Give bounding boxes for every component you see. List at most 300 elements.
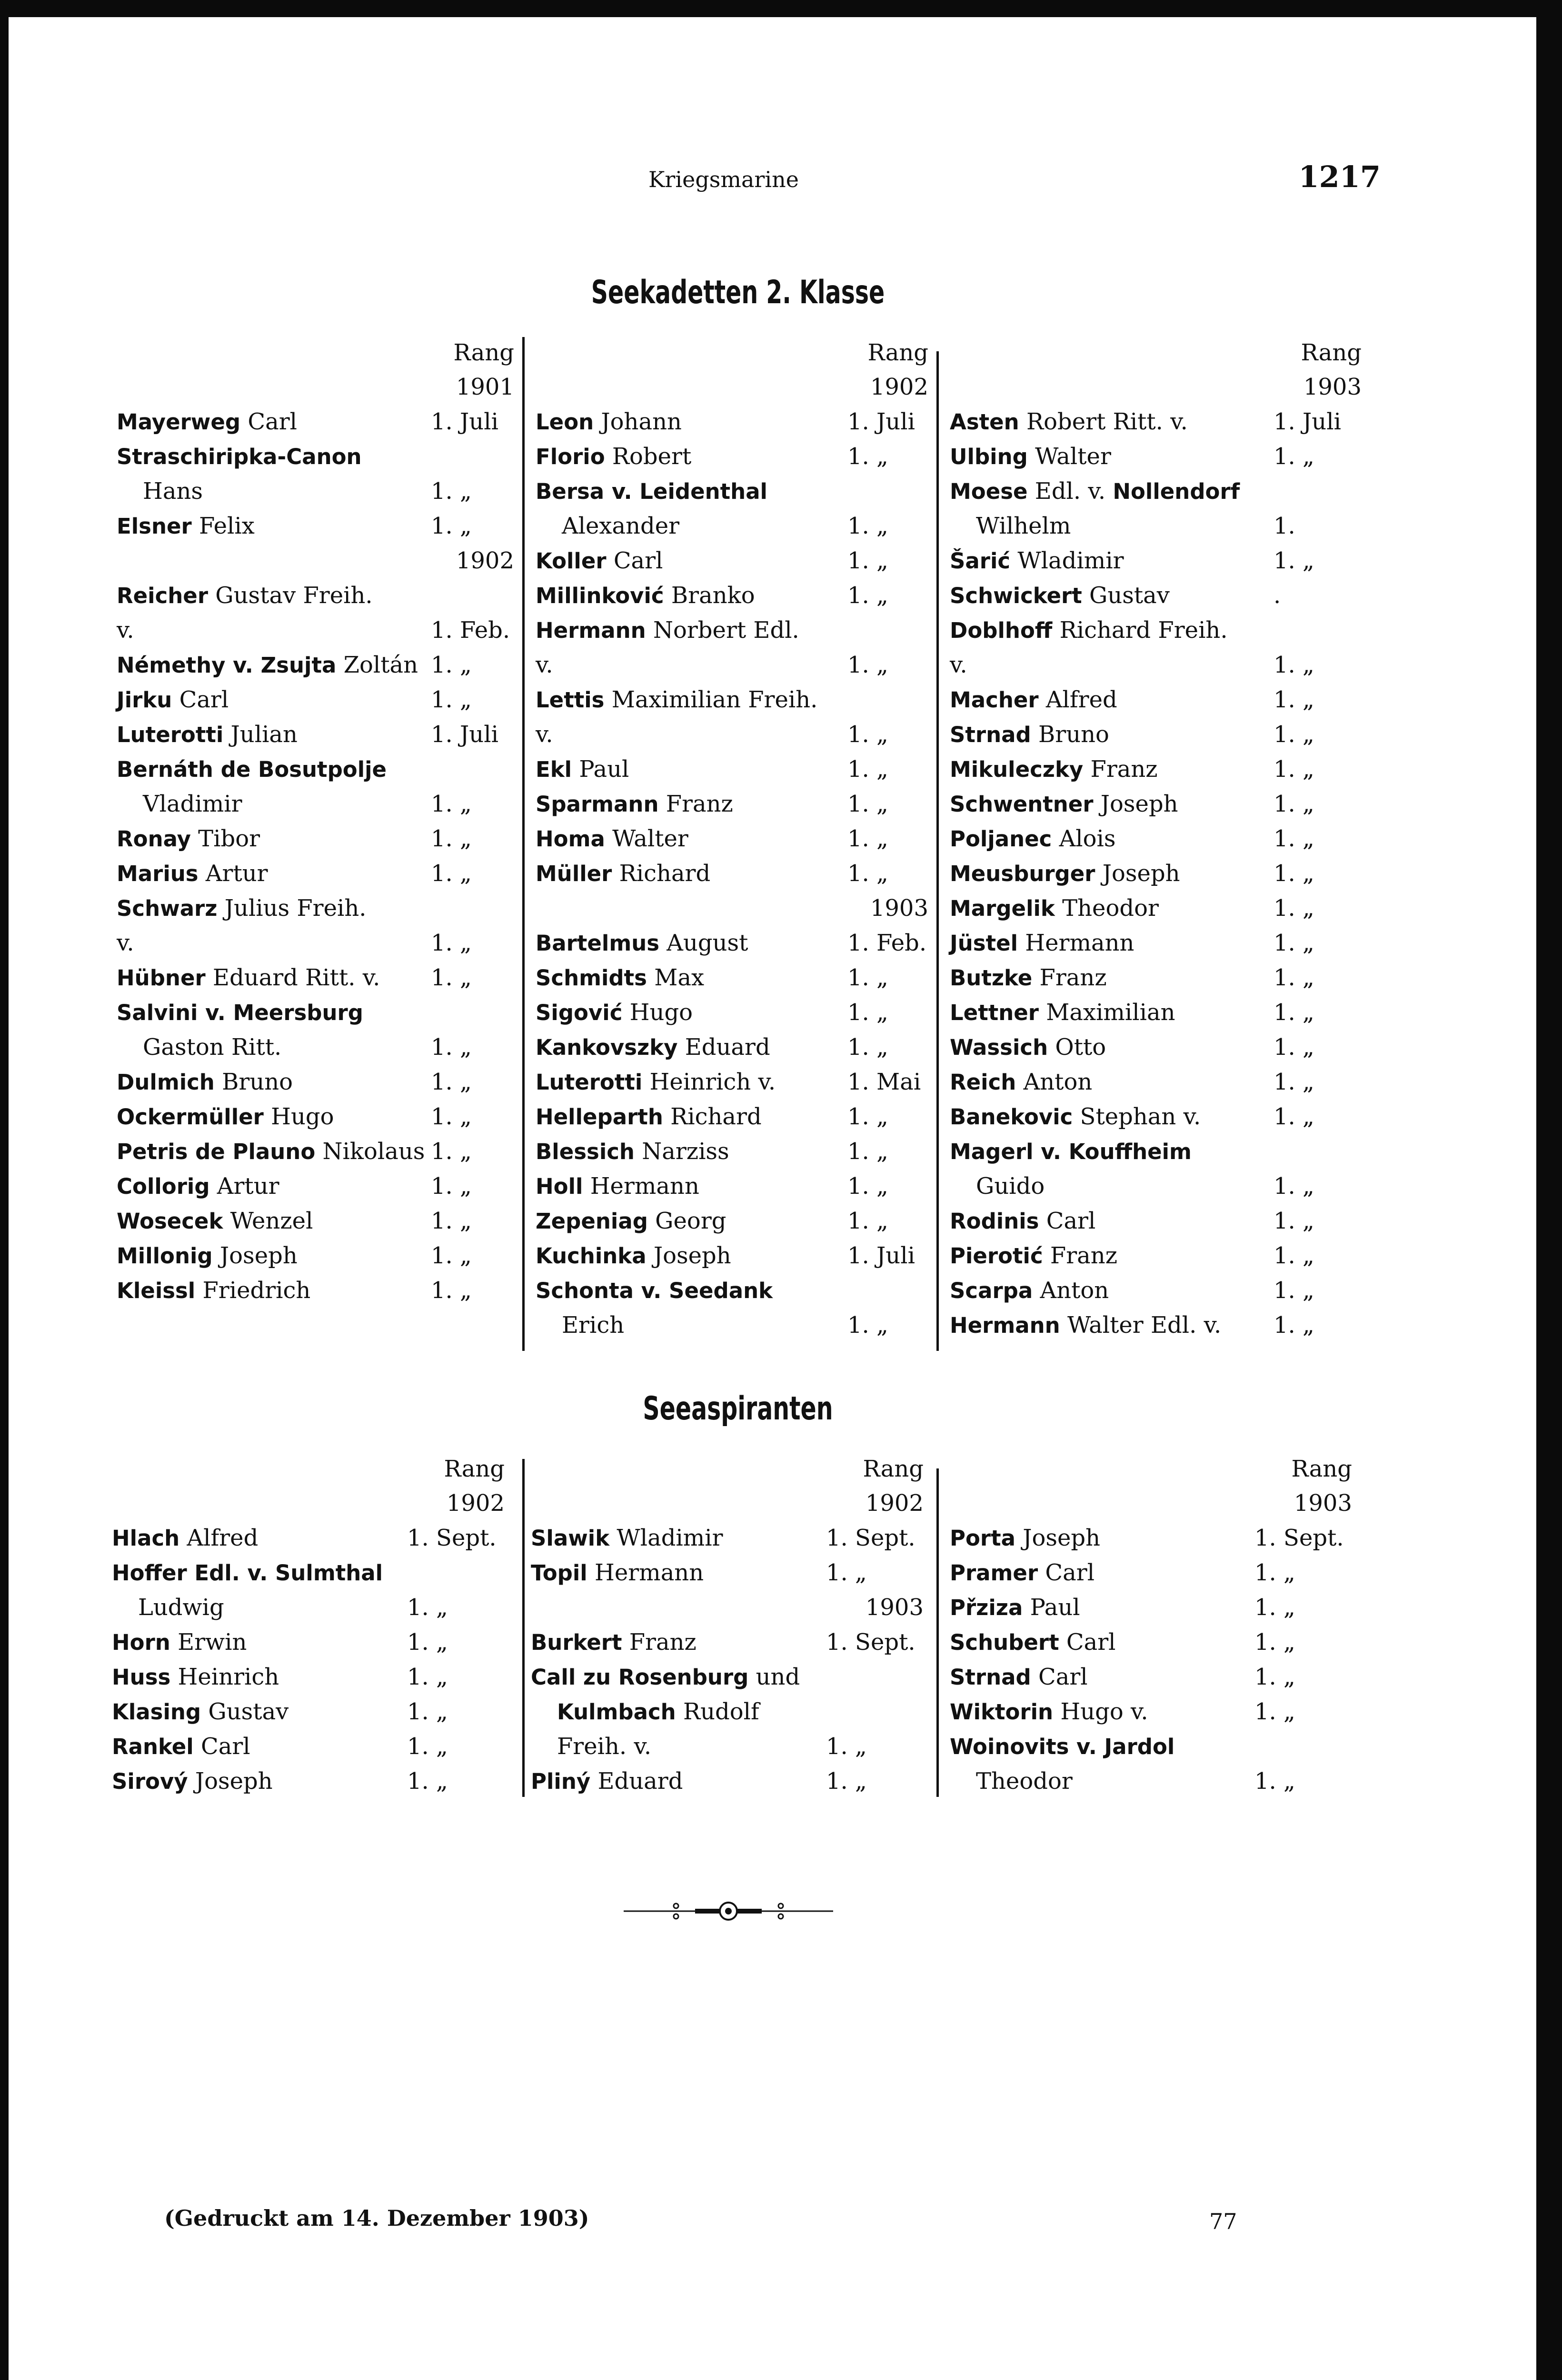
given-name: Theodor [976, 1768, 1073, 1795]
scan-border-right [1536, 0, 1562, 2380]
officer-entry [950, 1273, 1364, 1308]
rank-date: 1. „ [1254, 1664, 1295, 1690]
officer-entry [950, 613, 1364, 648]
given-name: Ludwig [138, 1594, 224, 1621]
officer-name [531, 1625, 696, 1660]
ornament-divider [624, 1899, 833, 1923]
rank-date: 1. Sept. [1254, 1525, 1344, 1551]
officer-entry [536, 1065, 931, 1100]
surname: Margelik [950, 896, 1055, 921]
rank-date: 1. „ [847, 756, 888, 783]
officer-name [536, 1273, 773, 1308]
given-name: Artur [198, 860, 268, 887]
officer-entry [950, 1030, 1364, 1065]
officer-entry [117, 822, 517, 856]
given-name: Carl [606, 547, 663, 574]
rank-date: . [1273, 582, 1281, 609]
given-name: Alois [1052, 825, 1116, 852]
officer-entry [117, 856, 517, 891]
officer-entry [950, 787, 1364, 822]
officer-entry [112, 1556, 514, 1590]
officer-name [536, 1134, 729, 1169]
officer-name [536, 752, 629, 787]
officer-entry [950, 578, 1364, 613]
officer-entry [950, 509, 1364, 544]
officer-name [536, 613, 799, 648]
officer-entry [950, 717, 1364, 752]
officer-name [950, 1134, 1192, 1169]
rank-date: 1. „ [847, 860, 888, 887]
surname: Horn [112, 1630, 170, 1655]
rank-date: 1. „ [847, 791, 888, 817]
officer-entry [950, 648, 1364, 683]
given-name: Freih. v. [557, 1733, 652, 1760]
surname: Doblhoff [950, 618, 1053, 643]
rank-date: 1. „ [407, 1768, 448, 1795]
rank-date: 1. „ [1254, 1768, 1295, 1795]
rang-year-header: 1902 [870, 374, 928, 400]
officer-entry [950, 1729, 1364, 1764]
rank-date: 1. „ [847, 1034, 888, 1061]
officer-entry [536, 578, 931, 613]
given-name: Robert Ritt. v. [1019, 408, 1188, 435]
given-name: Erich [562, 1312, 625, 1339]
officer-name [112, 1695, 289, 1729]
rank-date: 1. „ [431, 791, 472, 817]
officer-entry [531, 1764, 931, 1799]
given-name: Franz [1032, 964, 1107, 991]
given-name: Richard Freih. [1052, 617, 1228, 644]
surname: Hermann [950, 1313, 1060, 1338]
surname: Zepeniag [536, 1209, 648, 1234]
rank-date: 1. „ [1254, 1629, 1295, 1656]
officer-name [950, 1030, 1106, 1065]
officer-name [536, 578, 755, 613]
given-name: Carl [1059, 1629, 1116, 1656]
given-name: v. [536, 652, 553, 678]
given-name: v. [950, 652, 967, 678]
officer-name [950, 544, 1124, 578]
officer-name [950, 995, 1175, 1030]
officer-entry [536, 1100, 931, 1134]
surname: Hoffer Edl. v. Sulmthal [112, 1560, 383, 1586]
rang-header: Rang [863, 1456, 924, 1482]
given-name: Franz [658, 791, 733, 817]
officer-name [950, 648, 967, 683]
officer-entry [536, 1204, 931, 1239]
given-name: Anton [1033, 1277, 1109, 1304]
given-name: Carl [1038, 1559, 1095, 1586]
officer-name [536, 439, 691, 474]
given-name: Hans [143, 478, 203, 505]
officer-name [117, 1065, 293, 1100]
surname: Lettis [536, 687, 605, 713]
officer-entry [117, 1239, 517, 1273]
officer-entry [117, 1204, 517, 1239]
officer-name [950, 1204, 1095, 1239]
surname: Scarpa [950, 1278, 1033, 1303]
officer-name [117, 822, 260, 856]
given-name: Edl. v. [1027, 478, 1113, 505]
given-name: Tibor [190, 825, 260, 852]
seekadetten-column-2 [536, 336, 931, 1349]
officer-entry [117, 961, 517, 995]
given-name: Gustav [1082, 582, 1170, 609]
section-title-seekadetten: Seekadetten 2. Klasse [591, 274, 885, 311]
officer-name [143, 474, 203, 509]
rang-header: Rang [453, 339, 514, 366]
given-name: Eduard Ritt. v. [205, 964, 380, 991]
officer-entry [117, 1169, 517, 1204]
surname: Millonig [117, 1243, 213, 1269]
surname: Ulbing [950, 444, 1028, 469]
officer-entry [536, 648, 931, 683]
officer-entry [117, 578, 517, 613]
surname: Sparmann [536, 792, 659, 817]
officer-name [950, 1729, 1174, 1764]
column-divider [936, 1468, 939, 1797]
officer-name [117, 752, 387, 787]
officer-entry [950, 822, 1364, 856]
rank-date: 1. „ [847, 1312, 888, 1339]
rank-date: 1. „ [847, 547, 888, 574]
rank-date: 1. Feb. [847, 930, 927, 956]
officer-name [950, 439, 1111, 474]
surname: Hlach [112, 1526, 180, 1551]
surname: Porta [950, 1526, 1015, 1551]
surname: Kleissl [117, 1278, 196, 1303]
officer-name [950, 856, 1180, 891]
rank-date: 1. Sept. [407, 1525, 497, 1551]
officer-entry [117, 995, 517, 1030]
surname: Kankovszky [536, 1035, 678, 1060]
given-name: Joseph [188, 1768, 273, 1795]
given-name: Anton [1016, 1069, 1093, 1095]
officer-entry [112, 1521, 514, 1556]
seeaspiranten-column-3 [950, 1452, 1364, 1799]
officer-name [950, 1695, 1148, 1729]
surname: Ronay [117, 826, 191, 852]
officer-name [976, 509, 1071, 544]
given-name: Joseph [1093, 791, 1178, 817]
officer-name [536, 683, 817, 717]
surname: Schwickert [950, 583, 1082, 608]
officer-name [536, 1100, 762, 1134]
rank-date: 1. „ [1273, 791, 1314, 817]
surname: Florio [536, 444, 605, 469]
surname: Bartelmus [536, 931, 660, 956]
surname: Collorig [117, 1174, 210, 1199]
officer-entry [117, 926, 517, 961]
given-name: Carl [1039, 1208, 1096, 1234]
given-name: Vladimir [143, 791, 242, 817]
given-name: Otto [1048, 1034, 1106, 1061]
rank-date: 1. „ [1273, 930, 1314, 956]
rank-date: 1. „ [431, 686, 472, 713]
officer-name [117, 1169, 279, 1204]
officer-name [112, 1729, 250, 1764]
officer-name [536, 474, 767, 509]
officer-entry [536, 856, 931, 891]
officer-name [950, 822, 1116, 856]
rank-date: 1. „ [407, 1698, 448, 1725]
officer-name [117, 1273, 310, 1308]
officer-name [117, 926, 134, 961]
surname: Klasing [112, 1699, 201, 1725]
given-name: Joseph [646, 1242, 731, 1269]
officer-name [950, 1273, 1109, 1308]
rank-date: 1. „ [847, 1103, 888, 1130]
given-name: Theodor [1055, 895, 1159, 922]
officer-entry [950, 1764, 1364, 1799]
rank-date: 1. [1273, 513, 1295, 539]
officer-name [138, 1590, 224, 1625]
surname: Hübner [117, 965, 206, 991]
given-name: Maximilian Freih. [604, 686, 818, 713]
officer-name [536, 787, 733, 822]
rank-date: 1. Juli [847, 408, 915, 435]
officer-name [117, 1204, 313, 1239]
officer-entry [117, 891, 517, 926]
rank-date: 1. „ [1273, 1312, 1314, 1339]
officer-entry [950, 1239, 1364, 1273]
rank-date: 1. „ [1273, 443, 1314, 470]
officer-name [536, 648, 553, 683]
rang-year-header: 1901 [456, 374, 514, 400]
surname: Petris de Plauno [117, 1139, 316, 1164]
given-name: Wilhelm [976, 513, 1071, 539]
officer-name [117, 1134, 425, 1169]
officer-name [117, 961, 380, 995]
rank-date: 1. „ [431, 1103, 472, 1130]
officer-entry [117, 474, 517, 509]
rank-date: 1. „ [431, 1242, 472, 1269]
given-name: Artur [209, 1173, 279, 1200]
sheet-number: 77 [1209, 2209, 1237, 2234]
officer-entry [531, 1729, 931, 1764]
officer-name [950, 1590, 1080, 1625]
rank-date: 1. Mai [847, 1069, 921, 1095]
officer-entry [950, 1100, 1364, 1134]
seeaspiranten-column-2 [531, 1452, 931, 1799]
given-name: Alfred [1038, 686, 1117, 713]
surname: Reicher [117, 583, 209, 608]
rank-date: 1. Juli [431, 721, 498, 748]
running-title: Kriegsmarine [648, 167, 799, 192]
rank-date: 1. „ [847, 1173, 888, 1200]
surname: Moese [950, 479, 1028, 504]
given-name: Hugo [263, 1103, 334, 1130]
surname: Wassich [950, 1035, 1048, 1060]
rank-date: 1. „ [1273, 652, 1314, 678]
officer-entry [117, 717, 517, 752]
rank-date: 1. „ [847, 964, 888, 991]
rang-year-header: 1902 [446, 1490, 505, 1517]
given-name: Eduard [677, 1034, 770, 1061]
rank-date: 1. „ [1273, 1208, 1314, 1234]
officer-name [112, 1764, 273, 1799]
officer-entry [531, 1521, 931, 1556]
rang-header: Rang [1301, 339, 1362, 366]
given-name: v. [536, 721, 553, 748]
surname: Schubert [950, 1630, 1059, 1655]
officer-entry [536, 752, 931, 787]
officer-entry [950, 891, 1364, 926]
surname: Strnad [950, 1665, 1031, 1690]
surname: Jirku [117, 687, 172, 713]
surname: Pramer [950, 1560, 1038, 1586]
rank-date: 1. „ [1273, 1069, 1314, 1095]
rank-date: 1. „ [847, 582, 888, 609]
given-name: Paul [1023, 1594, 1080, 1621]
officer-entry [112, 1660, 514, 1695]
surname: Butzke [950, 965, 1033, 991]
given-name: Erwin [170, 1629, 247, 1656]
given-name: Hugo v. [1053, 1698, 1148, 1725]
seeaspiranten-column-1 [112, 1452, 514, 1799]
given-name: Julius Freih. [217, 895, 367, 922]
rank-date: 1. „ [1273, 895, 1314, 922]
officer-name [117, 1239, 298, 1273]
officer-entry [536, 961, 931, 995]
officer-entry [536, 1273, 931, 1308]
officer-name [117, 648, 418, 683]
officer-name [531, 1556, 704, 1590]
seekadetten-column-1 [117, 336, 517, 1349]
given-name: Joseph [1015, 1525, 1101, 1551]
officer-entry [950, 1695, 1364, 1729]
surname: Luterotti [536, 1070, 643, 1095]
surname: Kuchinka [536, 1243, 647, 1269]
rank-date: 1. „ [431, 513, 472, 539]
officer-name [117, 578, 373, 613]
officer-name [531, 1521, 723, 1556]
officer-entry [112, 1695, 514, 1729]
rank-date: 1. „ [847, 1208, 888, 1234]
officer-name [950, 717, 1109, 752]
given-name: Walter [1027, 443, 1111, 470]
officer-entry [950, 439, 1364, 474]
officer-entry [950, 752, 1364, 787]
rank-date: 1. „ [431, 1138, 472, 1165]
officer-name [950, 578, 1170, 613]
surname: Wosecek [117, 1209, 223, 1234]
surname: Némethy v. Zsujta [117, 653, 337, 678]
year-subheader: 1903 [865, 1594, 924, 1621]
print-date-note: (Gedruckt am 14. Dezember 1903) [164, 2205, 589, 2231]
officer-name [117, 509, 255, 544]
officer-name [950, 926, 1134, 961]
officer-entry [950, 961, 1364, 995]
given-name: Max [647, 964, 705, 991]
officer-name [536, 717, 553, 752]
given-name: Julian [223, 721, 298, 748]
officer-entry [536, 822, 931, 856]
rank-date: 1. „ [431, 1277, 472, 1304]
rang-header: Rang [444, 1456, 505, 1482]
officer-name [531, 1764, 683, 1799]
seekadetten-column-3 [950, 336, 1364, 1349]
year-subheader: 1903 [870, 895, 928, 922]
officer-entry [950, 1625, 1364, 1660]
officer-name [536, 1239, 731, 1273]
officer-entry [950, 995, 1364, 1030]
officer-name [536, 995, 693, 1030]
surname: Poljanec [950, 826, 1052, 852]
officer-entry [117, 439, 517, 474]
given-name: Robert [605, 443, 692, 470]
officer-name [117, 856, 268, 891]
given-name: v. [117, 617, 134, 644]
officer-entry [117, 683, 517, 717]
rank-date: 1. „ [1273, 547, 1314, 574]
surname: Meusburger [950, 861, 1095, 886]
rank-date: 1. „ [1273, 1103, 1314, 1130]
rank-date: 1. „ [847, 1138, 888, 1165]
officer-entry [531, 1695, 931, 1729]
officer-entry [950, 1308, 1364, 1343]
officer-entry [536, 613, 931, 648]
surname: Rankel [112, 1734, 194, 1759]
officer-entry [117, 648, 517, 683]
surname: Helleparth [536, 1104, 663, 1130]
surname: Bernáth de Bosutpolje [117, 757, 387, 782]
officer-name [536, 926, 748, 961]
officer-entry [950, 405, 1364, 439]
given-name: Heinrich v. [642, 1069, 776, 1095]
rank-date: 1. „ [407, 1594, 448, 1621]
officer-name [536, 856, 710, 891]
given-name: Franz [622, 1629, 696, 1656]
officer-entry [117, 1273, 517, 1308]
rank-date: 1. „ [431, 1173, 472, 1200]
surname: Pierotić [950, 1243, 1043, 1269]
officer-name [557, 1695, 759, 1729]
given-name: Richard [663, 1103, 762, 1130]
surname: Ockermüller [117, 1104, 264, 1130]
rank-date: 1. „ [1273, 999, 1314, 1026]
given-name: Zoltán [336, 652, 418, 678]
given-name: Walter Edl. v. [1060, 1312, 1222, 1339]
officer-entry [950, 1204, 1364, 1239]
officer-name [950, 1625, 1116, 1660]
officer-name [557, 1729, 651, 1764]
officer-entry [112, 1590, 514, 1625]
rank-date: 1. „ [1254, 1698, 1295, 1725]
rang-year-header: 1903 [1303, 374, 1362, 400]
officer-name [117, 891, 367, 926]
rank-date: 1. „ [1254, 1559, 1295, 1586]
surname: Homa [536, 826, 605, 852]
surname: Magerl v. Kouffheim [950, 1139, 1192, 1164]
officer-name [112, 1556, 383, 1590]
officer-entry [536, 1239, 931, 1273]
surname: Asten [950, 409, 1019, 435]
surname: Pliný [531, 1769, 591, 1794]
surname: Schmidts [536, 965, 647, 991]
surname: Jüstel [950, 931, 1018, 956]
rank-date: 1. Sept. [826, 1525, 915, 1551]
rank-date: 1. „ [1254, 1594, 1295, 1621]
surname: Slawik [531, 1526, 610, 1551]
officer-name [117, 683, 229, 717]
given-name: August [659, 930, 748, 956]
officer-name [950, 613, 1228, 648]
column-divider [522, 337, 525, 1351]
officer-entry [117, 752, 517, 787]
rang-year-header: 1902 [865, 1490, 924, 1517]
officer-entry [536, 717, 931, 752]
